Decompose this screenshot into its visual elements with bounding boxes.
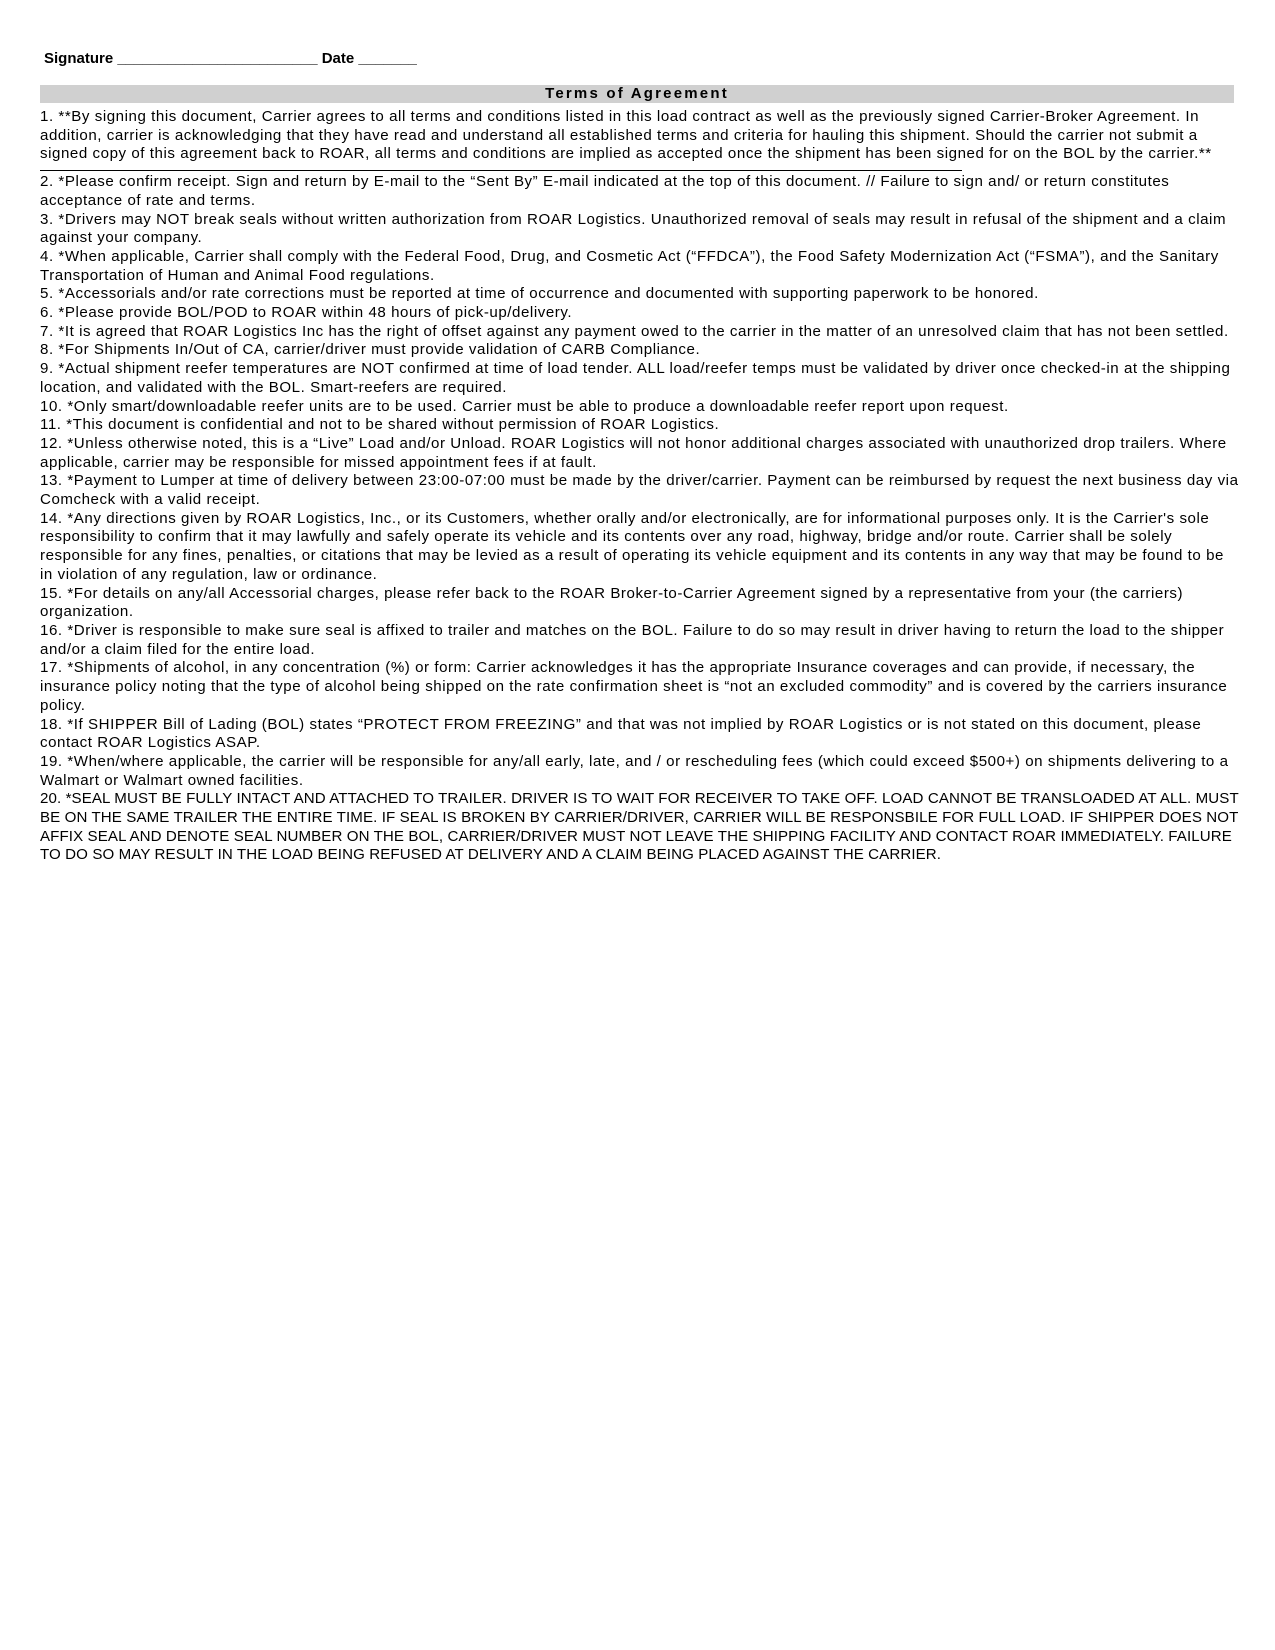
term-15: 15. *For details on any/all Accessorial charges, please refer back to the ROAR Broker-to-Carrier Agreement signed by a representative from your (the carriers) organization. [40, 584, 1184, 621]
terms-of-agreement-header: Terms of Agreement [40, 85, 1234, 103]
term-2: 2. *Please confirm receipt. Sign and return by E-mail to the “Sent By” E-mail indicated at the top of this document. // Failure to sign and/ or return constitutes acceptance of rate and terms. [40, 173, 1170, 209]
term-5: 5. *Accessorials and/or rate corrections must be reported at time of occurrence and documented with supporting paperwork to be honored. [40, 285, 1039, 303]
term-20: 20. *SEAL MUST BE FULLY INTACT AND ATTACHED TO TRAILER. DRIVER IS TO WAIT FOR RECEIVER TO TAKE OFF. LOAD CANNOT BE TRANSLOADED AT ALL. MUST BE ON THE SAME TRAILER THE ENTIRE TIME. IF SEAL IS BROKEN BY CARRIER/DRIVER, CARRIER WILL BE RESPONSBILE FOR FULL LOAD. IF SHIPPER DOES NOT AFFIX SEAL AND DENOTE SEAL NUMBER ON THE BOL, CARRIER/DRIVER MUST NOT LEAVE THE SHIPPING FACILITY AND CONTACT ROAR IMMEDIATELY. FAILURE TO DO SO MAY RESULT IN THE LOAD BEING REFUSED AT DELIVERY AND A CLAIM BEING PLACED AGAINST THE CARRIER. [40, 790, 1239, 864]
separator-line [40, 170, 962, 171]
term-12: 12. *Unless otherwise noted, this is a “Live” Load and/or Unload. ROAR Logistics will not honor additional charges associated with unauthorized drop trailers. Where applicable, carrier may be responsible for missed appointment fees if at fault. [40, 434, 1227, 471]
term-10: 10. *Only smart/downloadable reefer units are to be used. Carrier must be able to produce a downloadable reefer report upon request. [40, 397, 1009, 415]
term-16: 16. *Driver is responsible to make sure seal is affixed to trailer and matches on the BOL. Failure to do so may result in driver having to return the load to the shipper and/or a claim filed for the entire load. [40, 621, 1225, 658]
term-3: 3. *Drivers may NOT break seals without written authorization from ROAR Logistics. Unauthorized removal of seals may result in refusal of the shipment and a claim against your company. [40, 210, 1227, 247]
term-1: 1. **By signing this document, Carrier agrees to all terms and conditions listed in this load contract as well as the previously signed Carrier-Broker Agreement. In addition, carrier is acknowledging that they have read and understand all established terms and criteria for hauling this shipment. Should the carrier not submit a signed copy of this agreement back to ROAR, all terms and conditions are implied as accepted once the shipment has been signed for on the BOL by the carrier.** [40, 108, 1212, 163]
term-6: 6. *Please provide BOL/POD to ROAR within 48 hours of pick-up/delivery. [40, 304, 573, 322]
term-18: 18. *If SHIPPER Bill of Lading (BOL) states “PROTECT FROM FREEZING” and that was not implied by ROAR Logistics or is not stated on this document, please contact ROAR Logistics ASAP. [40, 715, 1202, 752]
term-9: 9. *Actual shipment reefer temperatures are NOT confirmed at time of load tender. ALL load/reefer temps must be validated by driver once checked-in at the shipping location, and validated with the BOL. Smart-reefers are required. [40, 360, 1231, 396]
term-7: 7. *It is agreed that ROAR Logistics Inc has the right of offset against any payment owed to the carrier in the matter of an unresolved claim that has not been settled. [40, 322, 1229, 340]
term-13: 13. *Payment to Lumper at time of delivery between 23:00-07:00 must be made by the driver/carrier. Payment can be reimbursed by request the next business day via Comcheck with a valid receipt. [40, 472, 1239, 509]
term-17: 17. *Shipments of alcohol, in any concentration (%) or form: Carrier acknowledges it has the appropriate Insurance coverages and can provide, if necessary, the insurance policy noting that the type of alcohol being shipped on the rate confirmation sheet is “not an excluded commodity” and is covered by the carriers insurance policy. [40, 659, 1228, 714]
term-14: 14. *Any directions given by ROAR Logistics, Inc., or its Customers, whether orally and/or electronically, are for informational purposes only. It is the Carrier's sole responsibility to confirm that it may lawfully and safely operate its vehicle and its contents over any road, highway, bridge and/or route. Carrier shall be solely responsible for any fines, penalties, or citations that may be levied as a result of operating its vehicle equipment and its contents in any way that may be found to be in violation of any regulation, law or ordinance. [40, 509, 1224, 583]
term-4: 4. *When applicable, Carrier shall comply with the Federal Food, Drug, and Cosmetic Act (“FFDCA”), the Food Safety Modernization Act (“FSMA”), and the Sanitary Transportation of Human and Animal Food regulations. [40, 247, 1219, 284]
term-8: 8. *For Shipments In/Out of CA, carrier/driver must provide validation of CARB Compliance. [40, 341, 701, 359]
term-19: 19. *When/where applicable, the carrier will be responsible for any/all early, late, and / or rescheduling fees (which could exceed $500+) on shipments delivering to a Walmart or Walmart owned facilities. [40, 752, 1229, 789]
terms-list [40, 108, 1240, 865]
signature-date-line: Signature ________________________ Date _______ [44, 50, 417, 67]
term-11: 11. *This document is confidential and not to be shared without permission of ROAR Logistics. [40, 416, 720, 434]
